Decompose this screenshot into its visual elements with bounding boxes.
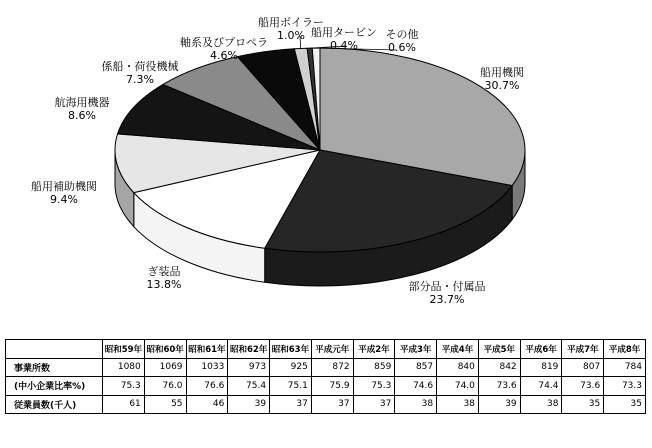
table-cell: 74.6 bbox=[395, 377, 437, 396]
table-cell: 807 bbox=[562, 358, 604, 377]
table-cell: 35 bbox=[562, 395, 604, 414]
table-cell: 61 bbox=[103, 395, 145, 414]
table-row bbox=[6, 377, 646, 396]
table-cell: 76.0 bbox=[144, 377, 186, 396]
slice-label-other: その他 bbox=[385, 28, 419, 41]
slice-label-parts-accessories: 部分品・付属品 bbox=[408, 280, 486, 293]
column-header: 昭和62年 bbox=[228, 340, 270, 359]
slice-value-parts-accessories: 23.7% bbox=[429, 293, 465, 306]
table-cell: 75.3 bbox=[103, 377, 145, 396]
table-cell: 842 bbox=[478, 358, 520, 377]
column-header: 平成4年 bbox=[437, 340, 479, 359]
table-header-row bbox=[6, 340, 646, 359]
column-header: 昭和61年 bbox=[186, 340, 228, 359]
slice-label-mooring-cargo-machinery: 係船・荷役機械 bbox=[101, 60, 179, 73]
table-cell: 1080 bbox=[103, 358, 145, 377]
slice-value-other: 0.6% bbox=[388, 41, 416, 54]
table-cell: 840 bbox=[437, 358, 479, 377]
table-cell: 857 bbox=[395, 358, 437, 377]
table-cell: 76.6 bbox=[186, 377, 228, 396]
table-cell: 37 bbox=[270, 395, 312, 414]
table-cell: 73.6 bbox=[478, 377, 520, 396]
table-row bbox=[6, 358, 646, 377]
table-cell: 38 bbox=[520, 395, 562, 414]
table-cell: 73.6 bbox=[562, 377, 604, 396]
row-header: (中小企業比率%) bbox=[6, 377, 103, 396]
column-header: 平成3年 bbox=[395, 340, 437, 359]
table-cell: 37 bbox=[353, 395, 395, 414]
statistics-table bbox=[5, 339, 646, 414]
column-header: 昭和60年 bbox=[144, 340, 186, 359]
column-header: 平成8年 bbox=[604, 340, 646, 359]
column-header: 平成元年 bbox=[311, 340, 353, 359]
table-cell: 35 bbox=[604, 395, 646, 414]
table-cell: 73.3 bbox=[604, 377, 646, 396]
table-cell: 39 bbox=[478, 395, 520, 414]
pie-top bbox=[115, 48, 525, 252]
column-header: 昭和59年 bbox=[103, 340, 145, 359]
table-cell: 38 bbox=[395, 395, 437, 414]
table-body bbox=[6, 358, 646, 414]
table-row bbox=[6, 395, 646, 414]
column-header: 平成2年 bbox=[353, 340, 395, 359]
row-header: 事業所数 bbox=[6, 358, 103, 377]
table-cell: 925 bbox=[270, 358, 312, 377]
slice-value-turbine: 0.4% bbox=[330, 39, 358, 52]
slice-label-outfitting: ぎ装品 bbox=[147, 265, 181, 278]
slice-label-boiler: 船用ボイラー bbox=[258, 16, 324, 29]
table-cell: 1033 bbox=[186, 358, 228, 377]
table-cell: 859 bbox=[353, 358, 395, 377]
slice-value-outfitting: 13.8% bbox=[146, 278, 182, 291]
column-header: 平成5年 bbox=[478, 340, 520, 359]
slice-value-auxiliary-machinery: 9.4% bbox=[50, 193, 78, 206]
table-cell: 46 bbox=[186, 395, 228, 414]
slice-label-navigation-equipment: 航海用機器 bbox=[54, 96, 110, 109]
table-cell: 75.9 bbox=[311, 377, 353, 396]
table-cell: 38 bbox=[437, 395, 479, 414]
table-cell: 75.1 bbox=[270, 377, 312, 396]
slice-label-main-engine: 船用機関 bbox=[480, 66, 524, 79]
slice-label-auxiliary-machinery: 船用補助機関 bbox=[31, 180, 97, 193]
slice-value-main-engine: 30.7% bbox=[484, 79, 520, 92]
table-cell: 1069 bbox=[144, 358, 186, 377]
column-header: 昭和63年 bbox=[270, 340, 312, 359]
table-cell: 39 bbox=[228, 395, 270, 414]
table-cell: 75.3 bbox=[353, 377, 395, 396]
table-cell: 973 bbox=[228, 358, 270, 377]
slice-label-shafting-propeller: 軸系及びプロペラ bbox=[180, 36, 268, 49]
row-header: 従業員数(千人) bbox=[6, 395, 103, 414]
slice-value-navigation-equipment: 8.6% bbox=[68, 109, 96, 122]
slice-value-mooring-cargo-machinery: 7.3% bbox=[126, 73, 154, 86]
table-cell: 784 bbox=[604, 358, 646, 377]
table-corner-cell bbox=[6, 340, 103, 359]
table-cell: 74.4 bbox=[520, 377, 562, 396]
table-cell: 75.4 bbox=[228, 377, 270, 396]
table-cell: 819 bbox=[520, 358, 562, 377]
slice-value-boiler: 1.0% bbox=[277, 29, 305, 42]
slice-value-shafting-propeller: 4.6% bbox=[210, 49, 238, 62]
slice-label-turbine: 船用タービン bbox=[311, 26, 377, 39]
column-header: 平成7年 bbox=[562, 340, 604, 359]
table-cell: 74.0 bbox=[437, 377, 479, 396]
table-cell: 872 bbox=[311, 358, 353, 377]
table-cell: 55 bbox=[144, 395, 186, 414]
column-header: 平成6年 bbox=[520, 340, 562, 359]
table-cell: 37 bbox=[311, 395, 353, 414]
